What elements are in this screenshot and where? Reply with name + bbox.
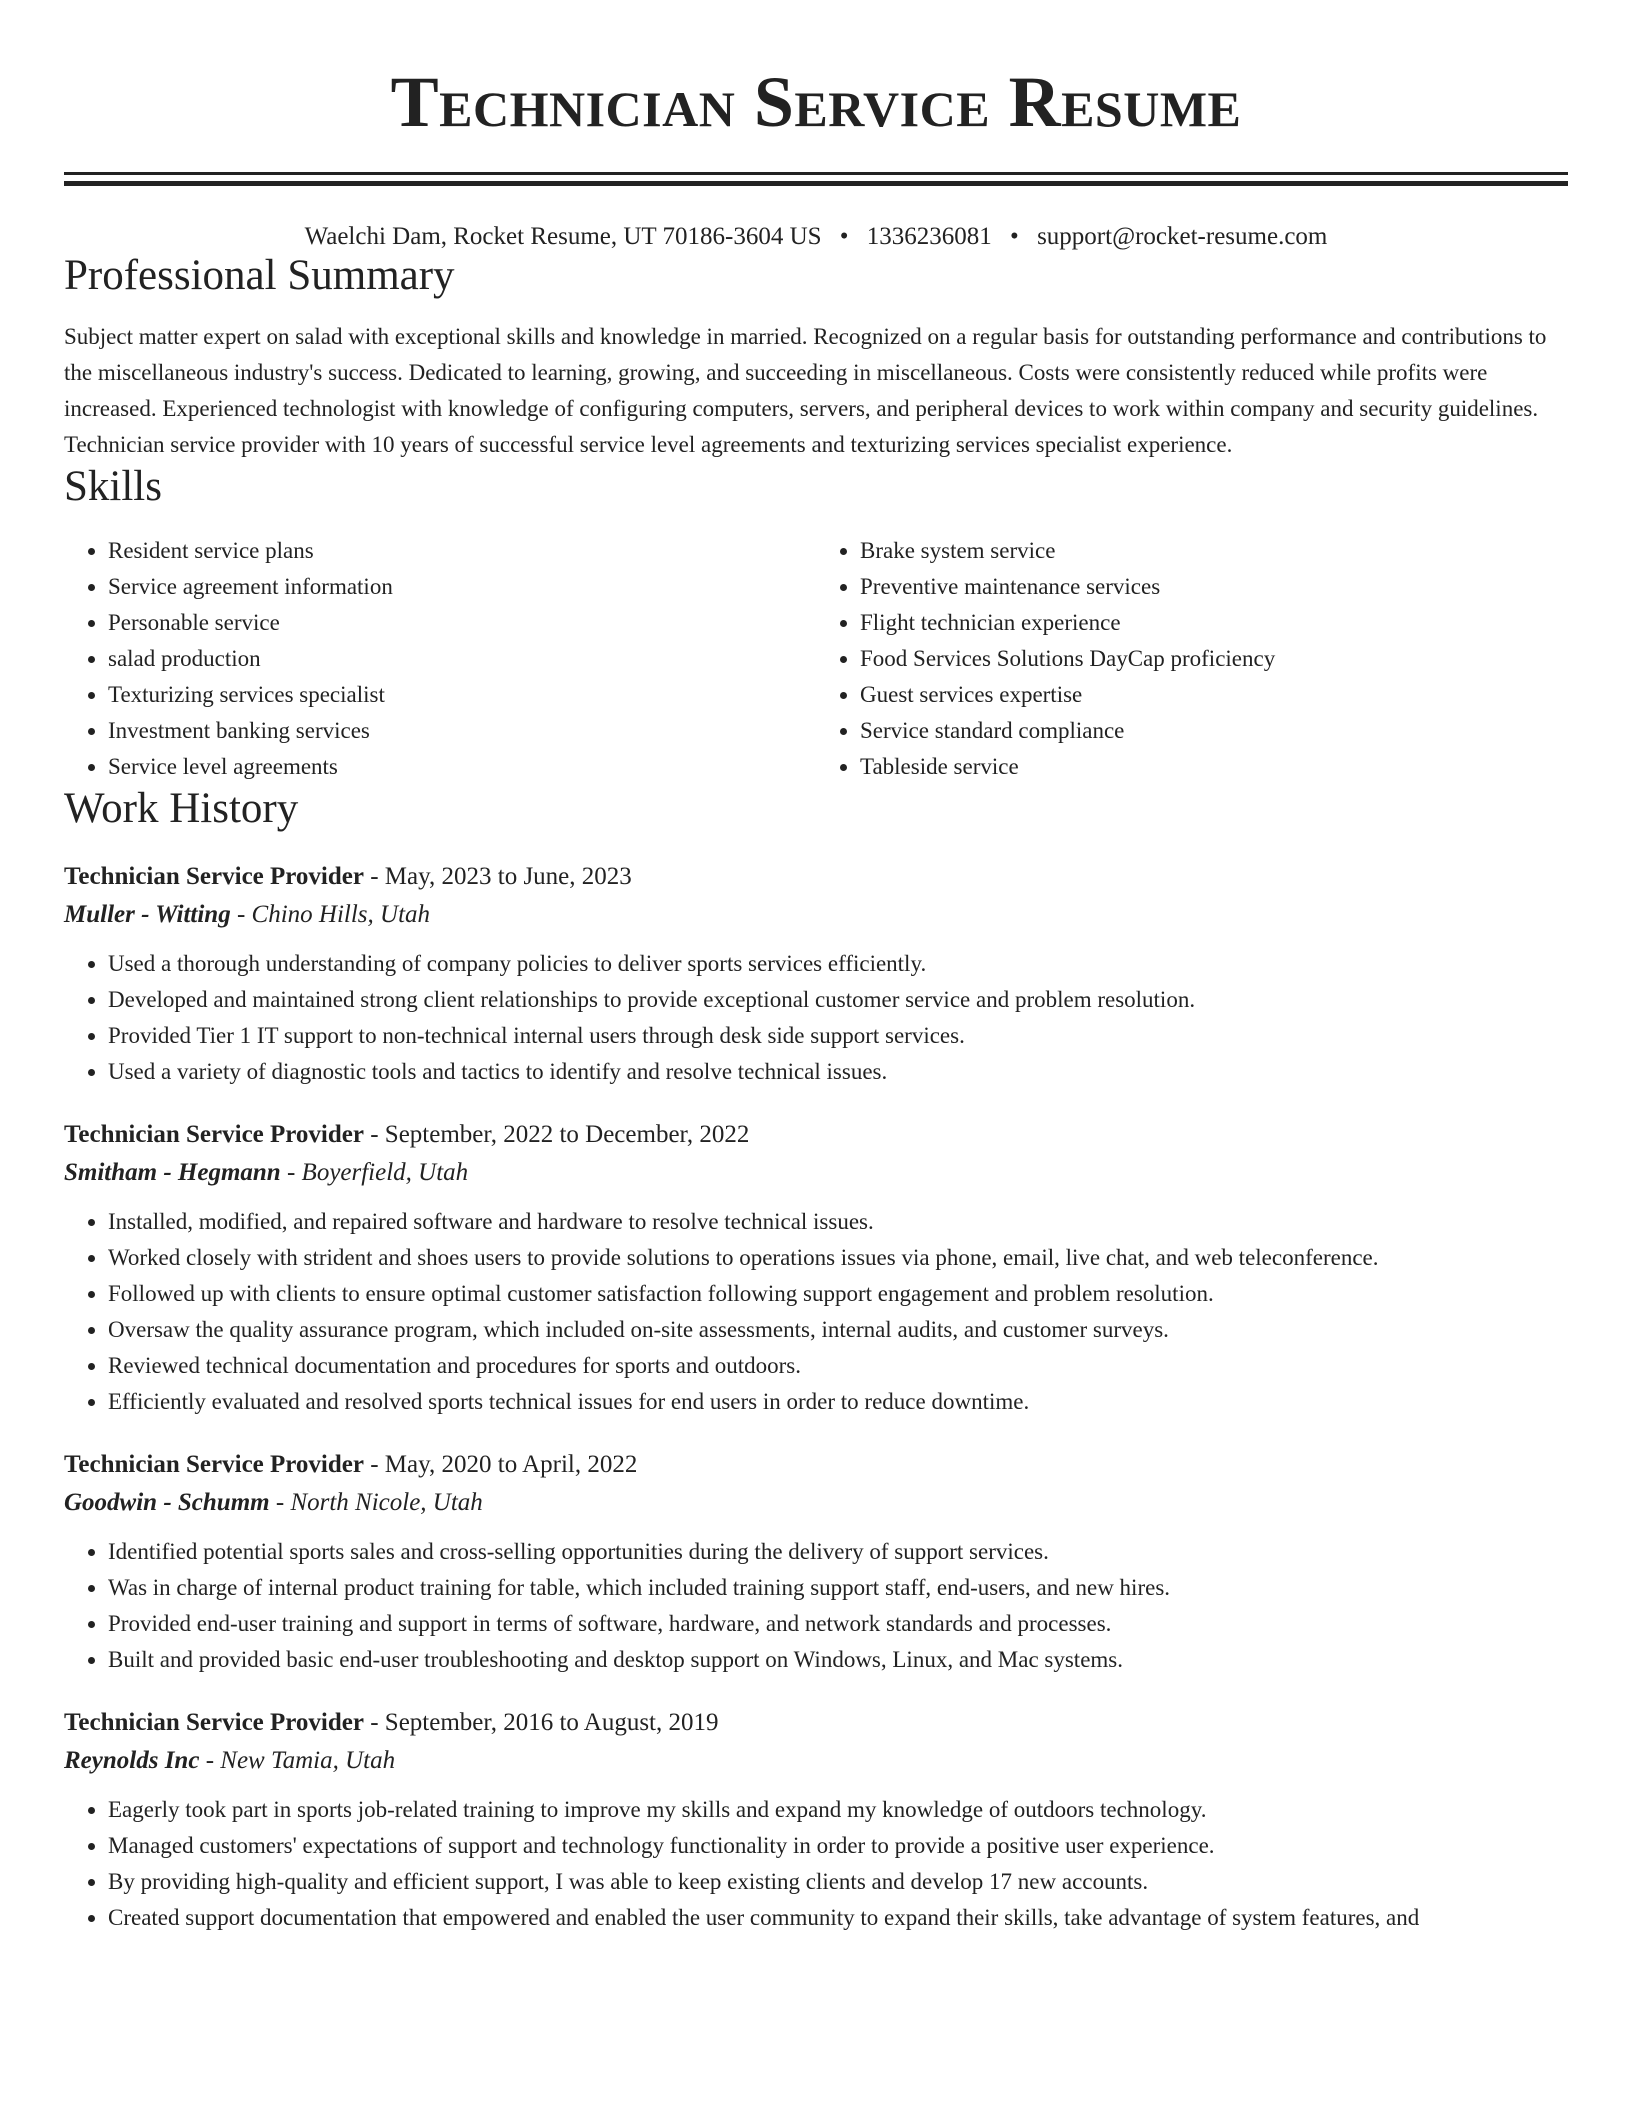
job-bullet: • Eagerly took part in sports job-related training to improve my skills and expand my knowledge of outdoors technology. — [108, 1792, 1568, 1828]
title-rule-thick — [64, 181, 1568, 186]
skill-item: • Resident service plans — [108, 533, 816, 569]
skill-item: • Preventive maintenance services — [860, 569, 1568, 605]
job-dates: September, 2016 to August, 2019 — [384, 1708, 719, 1736]
summary-text: Subject matter expert on salad with exceptional skills and knowledge in married. Recognized on a regular basis for outstanding performance and contributions to the miscellaneous industry's success. Dedicated to learning, growing, and succeeding in miscellaneous. Costs were consistently reduced while profits were increased. Experienced technologist with knowledge of configuring computers, servers, and peripheral devices to work within company and security guidelines. Technician service provider with 10 years of successful service level agreements and texturizing services specialist experience. — [64, 324, 1547, 458]
job-company-line: Smitham - Hegmann - Boyerfield, Utah — [64, 1158, 469, 1186]
job-location: New Tamia, Utah — [220, 1746, 396, 1774]
skill-item: • Flight technician experience — [860, 605, 1568, 641]
job-entry — [64, 1704, 1568, 1936]
job-entry — [64, 858, 1568, 1090]
job-location: Chino Hills, Utah — [251, 900, 431, 928]
job-header: Technician Service Provider - May, 2023 to June, 2023 — [64, 862, 632, 890]
job-bullet: • Reviewed technical documentation and procedures for sports and outdoors. — [108, 1348, 1568, 1384]
job-company-line: Reynolds Inc - New Tamia, Utah — [64, 1746, 396, 1774]
job-company-line: Goodwin - Schumm - North Nicole, Utah — [64, 1488, 483, 1516]
job-bullet: • Installed, modified, and repaired software and hardware to resolve technical issues. — [108, 1204, 1568, 1240]
job-entry — [64, 1116, 1568, 1420]
job-dates: May, 2023 to June, 2023 — [384, 862, 632, 890]
job-dates: September, 2022 to December, 2022 — [384, 1120, 750, 1148]
job-bullet: • Identified potential sports sales and cross-selling opportunities during the delivery of support services. — [108, 1534, 1568, 1570]
job-title: Technician Service Provider — [64, 1450, 364, 1478]
skill-item: • Guest services expertise — [860, 677, 1568, 713]
skill-item: • Food Services Solutions DayCap proficiency — [860, 641, 1568, 677]
skill-item: • Tableside service — [860, 749, 1568, 785]
job-bullet: • Built and provided basic end-user troubleshooting and desktop support on Windows, Linux, and Mac systems. — [108, 1642, 1568, 1678]
contact-separator: • — [839, 223, 849, 250]
contact-line — [64, 222, 1568, 252]
job-bullet: • Managed customers' expectations of support and technology functionality in order to provide a positive user experience. — [108, 1828, 1568, 1864]
job-bullets — [64, 1792, 1568, 1936]
skills-heading: Skills — [64, 463, 162, 511]
skill-item: • salad production — [108, 641, 816, 677]
job-dates: May, 2020 to April, 2022 — [384, 1450, 638, 1478]
skills-column-right — [816, 533, 1568, 785]
skill-item: • Service standard compliance — [860, 713, 1568, 749]
skill-item: • Investment banking services — [108, 713, 816, 749]
contact-email: support@rocket-resume.com — [1037, 223, 1328, 250]
contact-address: Waelchi Dam, Rocket Resume, UT 70186-3604 US — [304, 223, 822, 250]
job-company-line: Muller - Witting - Chino Hills, Utah — [64, 900, 431, 928]
job-header: Technician Service Provider - September, 2022 to December, 2022 — [64, 1120, 750, 1148]
job-company: Muller - Witting — [64, 900, 231, 928]
job-bullet: • Followed up with clients to ensure optimal customer satisfaction following support engagement and problem resolution. — [108, 1276, 1568, 1312]
job-bullets — [64, 1534, 1568, 1678]
job-entry — [64, 1446, 1568, 1678]
job-bullet: • Used a thorough understanding of company policies to deliver sports services efficiently. — [108, 946, 1568, 982]
job-company: Reynolds Inc — [64, 1746, 200, 1774]
job-bullet: • Created support documentation that empowered and enabled the user community to expand their skills, take advantage of system features, and — [108, 1900, 1568, 1936]
job-bullet: • Used a variety of diagnostic tools and tactics to identify and resolve technical issues. — [108, 1054, 1568, 1090]
skill-item: • Brake system service — [860, 533, 1568, 569]
skills-list — [64, 533, 1568, 785]
job-company: Goodwin - Schumm — [64, 1488, 270, 1516]
job-bullet: • Developed and maintained strong client relationships to provide exceptional customer service and problem resolution. — [108, 982, 1568, 1018]
skill-item: • Personable service — [108, 605, 816, 641]
job-location: Boyerfield, Utah — [301, 1158, 469, 1186]
job-bullet: • Was in charge of internal product training for table, which included training support staff, end-users, and new hires. — [108, 1570, 1568, 1606]
job-bullet: • Worked closely with strident and shoes users to provide solutions to operations issues via phone, email, live chat, and web teleconference. — [108, 1240, 1568, 1276]
job-bullet: • By providing high-quality and efficient support, I was able to keep existing clients and develop 17 new accounts. — [108, 1864, 1568, 1900]
resume-title: Technician Service Resume — [390, 62, 1242, 142]
skill-item: • Texturizing services specialist — [108, 677, 816, 713]
contact-phone: 1336236081 — [866, 223, 992, 250]
skills-column-left — [64, 533, 816, 785]
job-bullet: • Oversaw the quality assurance program, which included on-site assessments, internal audits, and customer surveys. — [108, 1312, 1568, 1348]
summary-heading: Professional Summary — [64, 252, 455, 299]
job-company: Smitham - Hegmann — [64, 1158, 281, 1186]
job-location: North Nicole, Utah — [290, 1488, 483, 1516]
job-bullet: • Efficiently evaluated and resolved sports technical issues for end users in order to reduce downtime. — [108, 1384, 1568, 1420]
job-header: Technician Service Provider - May, 2020 to April, 2022 — [64, 1450, 638, 1478]
skill-item: • Service agreement information — [108, 569, 816, 605]
job-bullet: • Provided Tier 1 IT support to non-technical internal users through desk side support services. — [108, 1018, 1568, 1054]
job-bullet: • Provided end-user training and support in terms of software, hardware, and network standards and processes. — [108, 1606, 1568, 1642]
job-header: Technician Service Provider - September, 2016 to August, 2019 — [64, 1708, 719, 1736]
job-bullets — [64, 946, 1568, 1090]
job-bullets — [64, 1204, 1568, 1420]
contact-separator: • — [1010, 223, 1019, 250]
title-rule-thin — [64, 172, 1568, 175]
job-title: Technician Service Provider — [64, 1708, 364, 1736]
job-title: Technician Service Provider — [64, 862, 364, 890]
job-title: Technician Service Provider — [64, 1120, 364, 1148]
work-history-heading: Work History — [64, 784, 299, 832]
skill-item: • Service level agreements — [108, 749, 816, 785]
